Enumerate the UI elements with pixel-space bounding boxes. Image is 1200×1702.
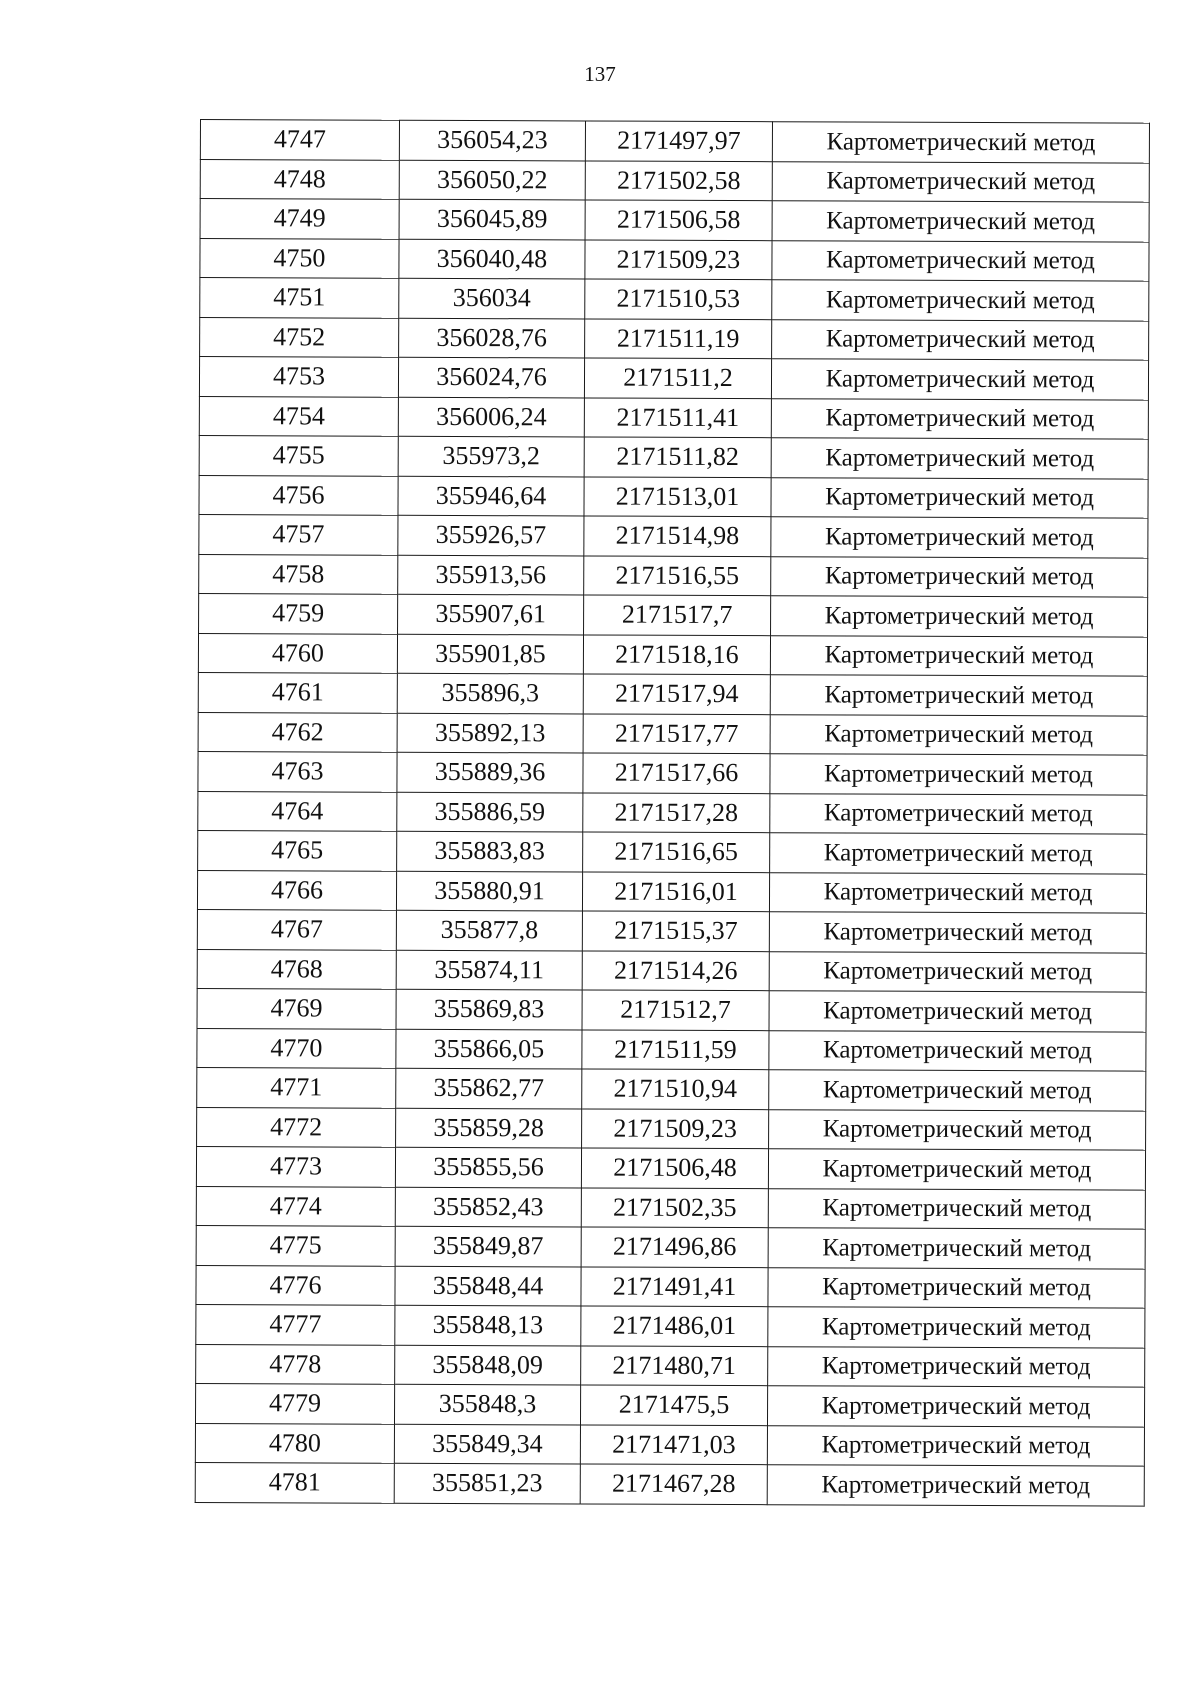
point-number-cell: 4780	[195, 1423, 394, 1463]
table-row	[199, 554, 1148, 597]
table-row	[196, 1146, 1145, 1189]
y-coordinate-cell: 2171471,03	[580, 1424, 767, 1464]
y-coordinate-cell: 2171517,7	[584, 595, 771, 635]
y-coordinate-cell: 2171506,58	[585, 200, 772, 240]
method-cell: Картометрический метод	[769, 1109, 1146, 1150]
method-cell: Картометрический метод	[768, 1346, 1145, 1387]
method-cell: Картометрический метод	[772, 161, 1149, 202]
table-row	[195, 1383, 1144, 1426]
table-row	[199, 514, 1148, 557]
table-row	[199, 396, 1148, 439]
y-coordinate-cell: 2171511,59	[582, 1029, 769, 1069]
x-coordinate-cell: 355862,77	[396, 1068, 582, 1108]
method-cell: Картометрический метод	[772, 280, 1149, 321]
x-coordinate-cell: 355849,34	[394, 1424, 580, 1464]
point-number-cell: 4768	[197, 949, 396, 989]
y-coordinate-cell: 2171511,2	[584, 358, 771, 398]
x-coordinate-cell: 355973,2	[398, 436, 584, 476]
point-number-cell: 4769	[197, 988, 396, 1028]
x-coordinate-cell: 355866,05	[396, 1029, 582, 1069]
x-coordinate-cell: 355886,59	[397, 792, 583, 832]
x-coordinate-cell: 355848,13	[395, 1305, 581, 1345]
y-coordinate-cell: 2171513,01	[584, 476, 771, 516]
x-coordinate-cell: 355848,3	[394, 1384, 580, 1424]
point-number-cell: 4753	[199, 357, 398, 397]
table-row	[198, 830, 1147, 873]
point-number-cell: 4777	[196, 1304, 395, 1344]
y-coordinate-cell: 2171480,71	[581, 1345, 768, 1385]
y-coordinate-cell: 2171502,35	[581, 1187, 768, 1227]
method-cell: Картометрический метод	[768, 1228, 1145, 1269]
y-coordinate-cell: 2171502,58	[585, 160, 772, 200]
method-cell: Картометрический метод	[768, 1267, 1145, 1308]
y-coordinate-cell: 2171511,82	[584, 437, 771, 477]
method-cell: Картометрический метод	[770, 793, 1147, 834]
point-number-cell: 4767	[197, 909, 396, 949]
y-coordinate-cell: 2171511,19	[585, 318, 772, 358]
table-row	[197, 1107, 1146, 1150]
table-row	[198, 751, 1147, 794]
method-cell: Картометрический метод	[771, 359, 1148, 400]
method-cell: Картометрический метод	[771, 477, 1148, 518]
table-row	[199, 435, 1148, 478]
method-cell: Картометрический метод	[770, 833, 1147, 874]
method-cell: Картометрический метод	[772, 319, 1149, 360]
point-number-cell: 4757	[199, 514, 398, 554]
coordinates-table	[195, 119, 1150, 1506]
page-number: 137	[584, 62, 616, 86]
method-cell: Картометрический метод	[767, 1386, 1144, 1427]
table-row	[198, 712, 1147, 755]
x-coordinate-cell: 355851,23	[394, 1463, 580, 1503]
x-coordinate-cell: 355848,09	[395, 1345, 581, 1385]
x-coordinate-cell: 355869,83	[396, 989, 582, 1029]
y-coordinate-cell: 2171510,53	[585, 279, 772, 319]
y-coordinate-cell: 2171515,37	[582, 911, 769, 951]
y-coordinate-cell: 2171517,94	[583, 674, 770, 714]
y-coordinate-cell: 2171512,7	[582, 990, 769, 1030]
coordinates-table-body	[195, 120, 1149, 1506]
method-cell: Картометрический метод	[772, 122, 1149, 163]
method-cell: Картометрический метод	[769, 951, 1146, 992]
x-coordinate-cell: 355896,3	[397, 673, 583, 713]
table-row	[199, 593, 1148, 636]
y-coordinate-cell: 2171514,26	[582, 950, 769, 990]
x-coordinate-cell: 355907,61	[398, 594, 584, 634]
point-number-cell: 4779	[195, 1383, 394, 1423]
method-cell: Картометрический метод	[772, 240, 1149, 281]
point-number-cell: 4772	[197, 1107, 396, 1147]
table-row	[198, 672, 1147, 715]
method-cell: Картометрический метод	[768, 1188, 1145, 1229]
point-number-cell: 4751	[200, 278, 399, 318]
x-coordinate-cell: 356050,22	[399, 160, 585, 200]
x-coordinate-cell: 355877,8	[396, 910, 582, 950]
table-row	[197, 1067, 1146, 1110]
table-row	[200, 317, 1149, 360]
table-row	[198, 791, 1147, 834]
method-cell: Картометрический метод	[768, 1307, 1145, 1348]
y-coordinate-cell: 2171509,23	[585, 239, 772, 279]
x-coordinate-cell: 355892,13	[397, 713, 583, 753]
y-coordinate-cell: 2171510,94	[582, 1069, 769, 1109]
point-number-cell: 4763	[198, 751, 397, 791]
table-row	[197, 988, 1146, 1031]
y-coordinate-cell: 2171517,28	[583, 792, 770, 832]
y-coordinate-cell: 2171491,41	[581, 1266, 768, 1306]
y-coordinate-cell: 2171475,5	[580, 1385, 767, 1425]
table-row	[197, 1028, 1146, 1071]
x-coordinate-cell: 355883,83	[397, 831, 583, 871]
table-row	[200, 159, 1149, 202]
method-cell: Картометрический метод	[767, 1425, 1144, 1466]
table-row	[195, 1462, 1144, 1505]
method-cell: Картометрический метод	[770, 675, 1147, 716]
table-row	[196, 1186, 1145, 1229]
point-number-cell: 4755	[199, 435, 398, 475]
table-row	[199, 357, 1148, 400]
point-number-cell: 4773	[196, 1146, 395, 1186]
x-coordinate-cell: 356040,48	[399, 239, 585, 279]
x-coordinate-cell: 355849,87	[395, 1226, 581, 1266]
table-row	[196, 1304, 1145, 1347]
y-coordinate-cell: 2171506,48	[581, 1148, 768, 1188]
table-row	[199, 475, 1148, 518]
table-row	[196, 1344, 1145, 1387]
point-number-cell: 4781	[195, 1462, 394, 1502]
point-number-cell: 4770	[197, 1028, 396, 1068]
method-cell: Картометрический метод	[771, 596, 1148, 637]
point-number-cell: 4750	[200, 238, 399, 278]
x-coordinate-cell: 355889,36	[397, 752, 583, 792]
x-coordinate-cell: 355901,85	[397, 634, 583, 674]
method-cell: Картометрический метод	[771, 398, 1148, 439]
point-number-cell: 4762	[198, 712, 397, 752]
table-row	[200, 238, 1149, 281]
point-number-cell: 4756	[199, 475, 398, 515]
point-number-cell: 4748	[200, 159, 399, 199]
y-coordinate-cell: 2171516,55	[584, 555, 771, 595]
x-coordinate-cell: 355852,43	[395, 1187, 581, 1227]
table-row	[197, 909, 1146, 952]
method-cell: Картометрический метод	[769, 1030, 1146, 1071]
point-number-cell: 4774	[196, 1186, 395, 1226]
y-coordinate-cell: 2171467,28	[580, 1464, 767, 1504]
y-coordinate-cell: 2171496,86	[581, 1227, 768, 1267]
y-coordinate-cell: 2171516,01	[582, 871, 769, 911]
point-number-cell: 4758	[199, 554, 398, 594]
y-coordinate-cell: 2171517,66	[583, 753, 770, 793]
table-row	[200, 120, 1149, 163]
x-coordinate-cell: 356006,24	[398, 397, 584, 437]
point-number-cell: 4766	[197, 870, 396, 910]
table-row	[196, 1225, 1145, 1268]
point-number-cell: 4754	[199, 396, 398, 436]
method-cell: Картометрический метод	[769, 991, 1146, 1032]
y-coordinate-cell: 2171517,77	[583, 713, 770, 753]
point-number-cell: 4765	[198, 830, 397, 870]
x-coordinate-cell: 355913,56	[398, 555, 584, 595]
point-number-cell: 4776	[196, 1265, 395, 1305]
point-number-cell: 4760	[198, 633, 397, 673]
x-coordinate-cell: 355855,56	[395, 1147, 581, 1187]
x-coordinate-cell: 356045,89	[399, 199, 585, 239]
table-row	[195, 1423, 1144, 1466]
point-number-cell: 4761	[198, 672, 397, 712]
x-coordinate-cell: 355880,91	[396, 871, 582, 911]
x-coordinate-cell: 355946,64	[398, 476, 584, 516]
table-row	[196, 1265, 1145, 1308]
point-number-cell: 4747	[200, 120, 399, 160]
x-coordinate-cell: 355859,28	[396, 1108, 582, 1148]
x-coordinate-cell: 355926,57	[398, 515, 584, 555]
point-number-cell: 4752	[200, 317, 399, 357]
point-number-cell: 4764	[198, 791, 397, 831]
point-number-cell: 4759	[199, 593, 398, 633]
table-row	[197, 870, 1146, 913]
method-cell: Картометрический метод	[771, 517, 1148, 558]
method-cell: Картометрический метод	[771, 438, 1148, 479]
point-number-cell: 4775	[196, 1225, 395, 1265]
method-cell: Картометрический метод	[769, 872, 1146, 913]
y-coordinate-cell: 2171518,16	[583, 634, 770, 674]
method-cell: Картометрический метод	[770, 714, 1147, 755]
point-number-cell: 4778	[196, 1344, 395, 1384]
method-cell: Картометрический метод	[770, 635, 1147, 676]
x-coordinate-cell: 356024,76	[398, 357, 584, 397]
method-cell: Картометрический метод	[769, 1070, 1146, 1111]
point-number-cell: 4749	[200, 199, 399, 239]
y-coordinate-cell: 2171514,98	[584, 516, 771, 556]
x-coordinate-cell: 356034	[399, 278, 585, 318]
y-coordinate-cell: 2171486,01	[581, 1306, 768, 1346]
x-coordinate-cell: 356028,76	[399, 318, 585, 358]
x-coordinate-cell: 356054,23	[399, 120, 585, 160]
table-row	[197, 949, 1146, 992]
x-coordinate-cell: 355874,11	[396, 950, 582, 990]
point-number-cell: 4771	[197, 1067, 396, 1107]
method-cell: Картометрический метод	[770, 754, 1147, 795]
x-coordinate-cell: 355848,44	[395, 1266, 581, 1306]
method-cell: Картометрический метод	[772, 201, 1149, 242]
table-row	[198, 633, 1147, 676]
method-cell: Картометрический метод	[771, 556, 1148, 597]
y-coordinate-cell: 2171509,23	[582, 1108, 769, 1148]
method-cell: Картометрический метод	[769, 912, 1146, 953]
table-row	[200, 278, 1149, 321]
y-coordinate-cell: 2171511,41	[584, 397, 771, 437]
method-cell: Картометрический метод	[767, 1465, 1144, 1506]
y-coordinate-cell: 2171497,97	[585, 121, 772, 161]
table-row	[200, 199, 1149, 242]
y-coordinate-cell: 2171516,65	[583, 832, 770, 872]
method-cell: Картометрический метод	[768, 1149, 1145, 1190]
